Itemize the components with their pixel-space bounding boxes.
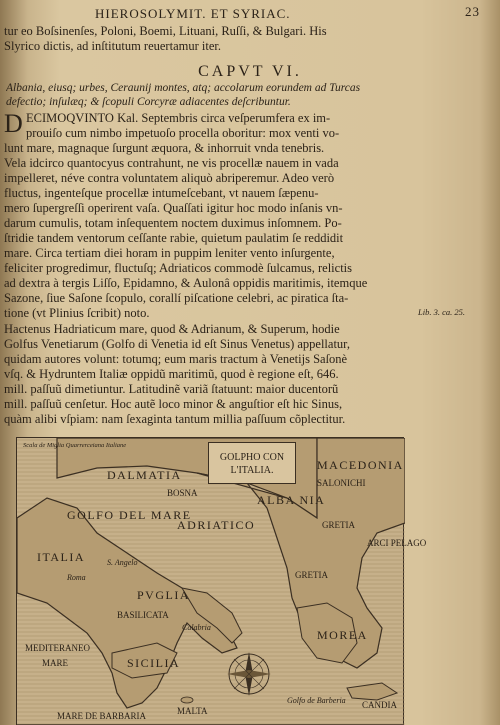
map-label-adriatico: ADRIATICO [177, 518, 256, 532]
map-label-salonichi: SALONICHI [317, 478, 366, 488]
paragraph-line: mill. paſſuũ dimetiuntur. Latitudinẽ variã ſtatuunt: maior ducentorũ [4, 382, 339, 396]
chapter-heading: CAPVT VI. [198, 63, 302, 80]
paragraph-line: vſq. & Hydruntem Italiæ oppidũ maritimũ, quod è regione eſt, 646. [4, 367, 339, 381]
paragraph-line: tione (vt Plinius ſcribit) noto. [4, 306, 150, 320]
map-label-macedonia: MACEDONIA [317, 458, 404, 472]
paragraph-line: lunt mare, magnaque ſurgunt æquora, & inhorruit vnda tenebris. [4, 141, 325, 155]
paragraph-line: ECIMOQVINTO Kal. Septembris circa veſperumfera ex im- [26, 111, 331, 125]
drop-cap: D [4, 109, 23, 138]
map-label-malta: MALTA [177, 706, 208, 716]
paragraph-line: Vela idcirco quantocyus contrahunt, ne vis procellæ nauem in vada [4, 156, 339, 170]
paragraph-line: feliciter progredimur, fluctuſq; Adriaticos commodè ſulcamus, relictis [4, 261, 353, 275]
paragraph-line: Hactenus Hadriaticum mare, quod & Adrianum, & Superum, hodie [4, 322, 340, 336]
marginal-note: Lib. 3. ca. 25. [418, 307, 465, 317]
body-line: Slyrico dictis, ad inſtitutum reuertamur iter. [4, 39, 221, 53]
paragraph-line: Golfus Venetiarum (Golfo di Venetia id eſt Sinus Venetus) appellatur, [4, 337, 350, 351]
paragraph-line: mero ſupergreſſi operirent vaſa. Quaſſati igitur hoc modo inſanis vn- [4, 201, 343, 215]
chapter-subtitle-line: defectio; inſulæq; & ſcopuli Corcyræ adiacentes deſcribuntur. [6, 96, 291, 108]
map-label-basilicata: BASILICATA [117, 610, 169, 620]
chapter-subtitle-line: Albania, eiusq; urbes, Ceraunij montes, atq; accolarum eorundem ad Turcas [6, 82, 361, 94]
map-label-sicilia: SICILIA [127, 656, 181, 670]
paragraph-line: darum cumulis, totam inſequentem noctem duximus inſomnem. Po- [4, 216, 342, 230]
paragraph-line: quàm alibi vſpiam: nam ſexaginta tantum millia paſſuum cõplectitur. [4, 412, 346, 426]
map-label-morea: MOREA [317, 628, 368, 642]
paragraph-line: quidam autores volunt: totumq; eum maris tractum à Venetijs Saſonè [4, 352, 348, 366]
body-line: tur eo Boſsinenſes, Poloni, Boemi, Lituani, Ruſſi, & Bulgari. His [4, 24, 327, 38]
page-number: 23 [465, 4, 480, 19]
map-label-mare: MARE [42, 658, 69, 668]
page-header [60, 4, 480, 24]
map-label-mare-barbaria: MARE DE BARBARIA [57, 711, 147, 721]
map-label-albania: ALBA NIA [257, 493, 326, 507]
map-label-bosna: BOSNA [167, 488, 198, 498]
map-label-grecia-south: GRETIA [295, 570, 328, 580]
map-label-golfo-barberia: Golfo de Barberia [287, 696, 346, 705]
map-label-dalmatia: DALMATIA [107, 468, 182, 482]
map-label-grecia-north: GRETIA [322, 520, 355, 530]
paragraph-line: ſtridie tandem ventorum ceſſante rabie, quietum paulatim ſe reddidit [4, 231, 344, 245]
map-scale-text: Scala de Miglia Quarrerceiana Italiane [23, 442, 127, 449]
map-engraving [16, 437, 427, 725]
paragraph-line: prouiſo cum nimbo impetuoſo procella oboritur: mox venti vo- [26, 126, 340, 140]
map-label-mediterraneo: MEDITERANEO [25, 643, 90, 653]
running-title: HIEROSOLYMIT. ET SYRIAC. [95, 6, 291, 21]
paragraph-line: Sazone, ſiue Saſone ſcopulo, corallí piſcatione celebri, ac piratica ſta- [4, 291, 349, 305]
map-label-arcipelago: ARCI PELAGO [367, 538, 427, 548]
paragraph-line: impelleret, néve contra voluntatem aliquò abriperemur. Adeo verò [4, 171, 335, 185]
paragraph-line: mill. paſſuũ cenſetur. Hoc autẽ loco minor & anguſtior eſt hic Sinus, [4, 397, 343, 411]
map-label-sa-angelo: S. Angelo [107, 558, 138, 567]
map-cartouche: GOLPHO CON L'ITALIA. [208, 442, 296, 484]
map-label-candia: CANDIA [362, 700, 397, 710]
map-label-roma: Roma [67, 573, 86, 582]
map-label-golfo: GOLFO DEL MARE [67, 508, 192, 522]
map-label-puglia: PVGLIA [137, 588, 190, 602]
malta-island [181, 697, 193, 703]
paragraph-line: ad dextra à tergis Liſſo, Epidamno, & Aulonâ oppidis maritimis, itemque [4, 276, 368, 290]
map-label-calabria: Calabria [182, 623, 211, 632]
paragraph-line: fluctus, ingenteſque procellæ intumeſcebant, vt nauem ſæpenu- [4, 186, 319, 200]
map-label-italia: ITALIA [37, 550, 86, 564]
paragraph-line: mare. Circa tertiam diei horam in puppim leniter vento inſurgente, [4, 246, 335, 260]
